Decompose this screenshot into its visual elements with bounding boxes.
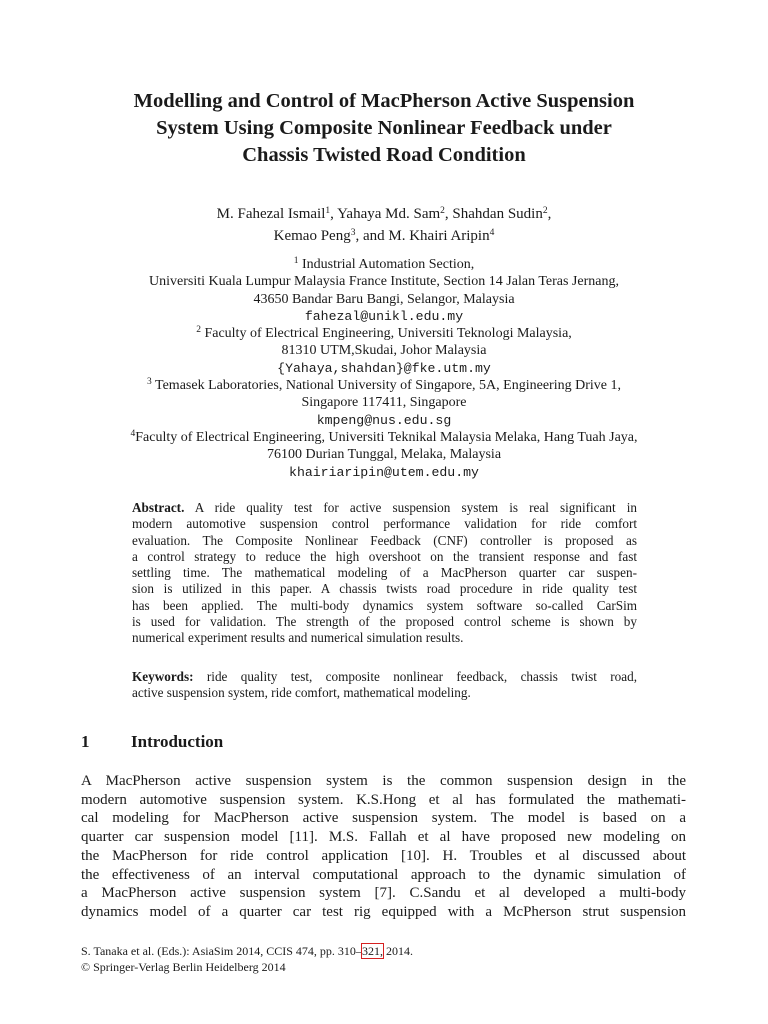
title-line: System Using Composite Nonlinear Feedback under: [156, 117, 612, 139]
body-line: a MacPherson active suspension system [7]. C.Sandu et al developed a multi-body: [81, 885, 686, 902]
author-name: Yahaya Md. Sam: [337, 206, 441, 222]
section-title: Introduction: [131, 732, 224, 751]
affiliation-text: Singapore 117411, Singapore: [301, 395, 467, 411]
author-affiliation-mark: 2: [542, 206, 548, 216]
author-name: Shahdan Sudin: [452, 206, 543, 222]
affiliation-email[interactable]: {Yahaya,shahdan}@fke.utm.my: [277, 360, 491, 376]
copyright-text: © Springer-Verlag Berlin Heidelberg 2014: [81, 959, 286, 974]
affiliation-mark: 2: [196, 325, 201, 336]
affiliation-text: Faculty of Electrical Engineering, Universiti Teknikal Malaysia Melaka, Hang Tuah Jaya,: [135, 429, 638, 445]
author-name: M. Fahezal Ismail: [216, 206, 326, 222]
affiliation-text: 76100 Durian Tunggal, Melaka, Malaysia: [266, 447, 502, 463]
body-line: modern automotive suspension system. K.S.Hong et al has formulated the mathemati-: [81, 791, 686, 808]
affiliation-email[interactable]: fahezal@unikl.edu.my: [304, 308, 464, 324]
body-line: the effectiveness of an interval computational approach to the dynamic simulation of: [81, 866, 686, 883]
abstract-line: is used for validation. The strength of the proposed control scheme is shown by: [132, 614, 637, 630]
abstract-block: [132, 500, 637, 647]
abstract-line: A ride quality test for active suspension system is real significant in: [194, 500, 638, 515]
affiliation-email[interactable]: khairiaripin@utem.edu.my: [289, 464, 479, 480]
affiliation-text: Universiti Kuala Lumpur Malaysia France Institute, Section 14 Jalan Teras Jernang,: [149, 274, 619, 290]
author-affiliation-mark: 1: [325, 206, 331, 216]
author-affiliation-mark: 3: [350, 228, 356, 238]
page-range-link[interactable]: 321,: [361, 944, 383, 958]
affiliation-mark: 4: [130, 428, 136, 439]
keywords-line: active suspension system, ride comfort, mathematical modeling.: [132, 685, 471, 701]
affiliation-text: 43650 Bandar Baru Bangi, Selangor, Malaysia: [253, 291, 515, 307]
section-heading: [81, 732, 223, 752]
abstract-line: modern automotive suspension control performance validation for ride comfort: [132, 516, 637, 532]
affiliation-mark: 3: [147, 377, 152, 388]
author-affiliation-mark: 4: [489, 228, 495, 238]
title-line: Modelling and Control of MacPherson Active Suspension: [133, 90, 635, 112]
affiliation-email[interactable]: kmpeng@nus.edu.sg: [316, 412, 452, 428]
author-name: and M. Khairi Aripin: [362, 228, 490, 244]
body-line: dynamics model of a quarter car test rig equipped with a McPherson strut suspension: [81, 903, 686, 920]
abstract-line: settling time. The mathematical modeling of a MacPherson quarter car suspen-: [132, 565, 637, 581]
author-affiliation-mark: 2: [440, 206, 445, 216]
author-name: Kemao Peng: [273, 228, 351, 244]
abstract-line: has been applied. The multi-body dynamics system software so-called CarSim: [132, 597, 637, 613]
keywords-block: [132, 669, 637, 702]
affiliation-text: Faculty of Electrical Engineering, Universiti Teknologi Malaysia,: [204, 326, 572, 342]
abstract-line: evaluation. The Composite Nonlinear Feedback (CNF) controller is proposed as: [132, 532, 637, 548]
affiliation-text: Temasek Laboratories, National University of Singapore, 5A, Engineering Drive 1,: [155, 378, 621, 394]
citation-text: S. Tanaka et al. (Eds.): AsiaSim 2014, CCIS 474, pp. 310–: [81, 944, 362, 958]
keywords-label: Keywords:: [132, 669, 194, 684]
body-line: cal modeling for MacPherson active suspension system. The model is based on a: [81, 810, 686, 827]
abstract-label: Abstract.: [132, 500, 185, 515]
body-line: A MacPherson active suspension system is the common suspension design in the: [81, 773, 686, 789]
section-number: 1: [81, 732, 90, 751]
citation-footer: [81, 944, 413, 975]
body-line: quarter car suspension model [11]. M.S. Fallah et al have proposed new modeling on: [81, 829, 686, 846]
affiliation-mark: 1: [293, 256, 299, 266]
paper-title: [60, 88, 708, 169]
title-line: Chassis Twisted Road Condition: [242, 144, 526, 166]
body-text: [81, 772, 686, 922]
body-line: the MacPherson for ride control application [10]. H. Troubles et al discussed about: [81, 847, 686, 864]
abstract-line: a control strategy to reduce the high overshoot on the transient response and fast: [132, 548, 637, 564]
affiliation-text: 81310 UTM,Skudai, Johor Malaysia: [281, 343, 487, 359]
abstract-line: sion is utilized in this paper. A chassis twists road procedure in ride quality test: [132, 581, 637, 597]
affiliation-text: Industrial Automation Section,: [301, 257, 475, 272]
affiliations: [60, 256, 708, 481]
citation-text: 2014.: [382, 944, 413, 958]
keywords-line: ride quality test, composite nonlinear feedback, chassis twist road,: [206, 669, 637, 684]
author-list: M. Fahezal Ismail$^1$, Yahaya Md. Sam$^2$, Shahdan Sudin$^2$, Kemao Peng$^3$, and M. Khairi Aripin$^4$: [216, 206, 552, 244]
abstract-line: numerical experiment results and numerical simulation results.: [132, 630, 464, 646]
